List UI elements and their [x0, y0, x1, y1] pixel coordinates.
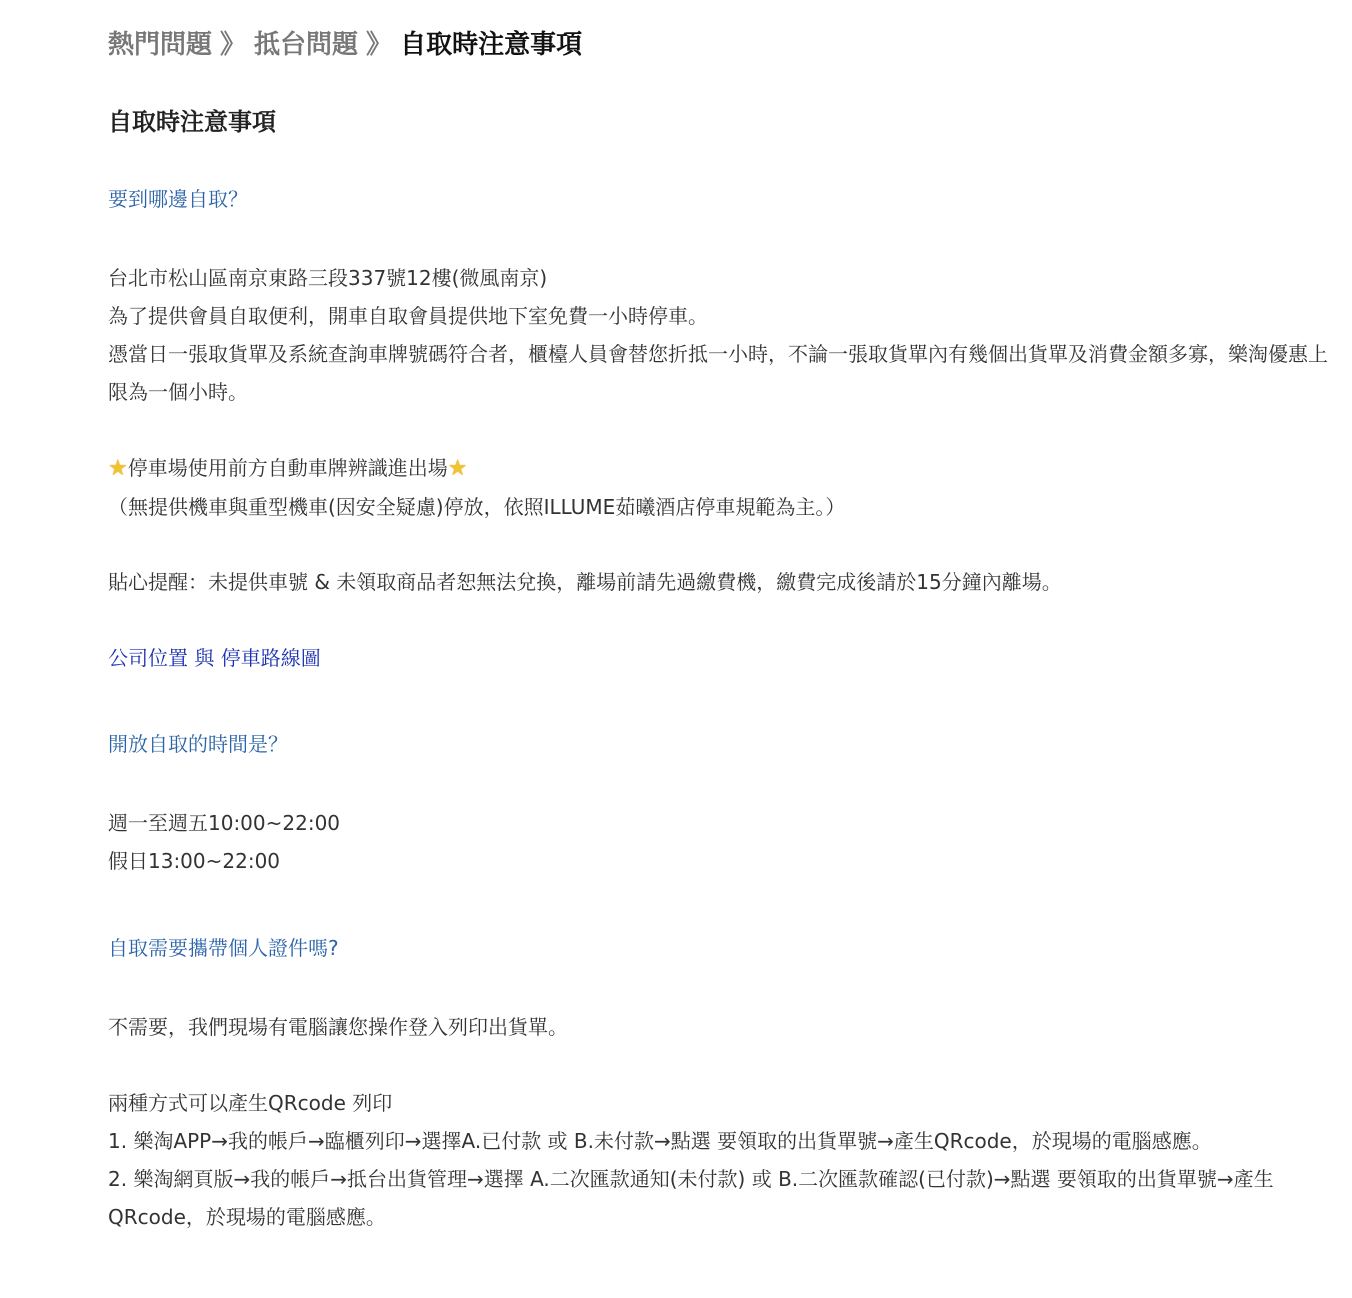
id-answer: 不需要，我們現場有電腦讓您操作登入列印出貨單。: [108, 1015, 568, 1039]
parking-benefit-line: 為了提供會員自取便利，開車自取會員提供地下室免費一小時停車。: [108, 304, 708, 328]
star-icon: ★: [108, 456, 128, 481]
breadcrumb-current: 自取時注意事項: [400, 30, 583, 60]
map-link[interactable]: 公司位置 與 停車路線圖: [108, 646, 321, 670]
star-icon: ★: [447, 456, 468, 481]
hours-block: [108, 804, 1328, 880]
parking-notice-text: 停車場使用前方自動車牌辨識進出場: [127, 456, 448, 480]
breadcrumb: [108, 26, 582, 64]
qr-intro: 兩種方式可以產生QRcode 列印: [108, 1091, 393, 1115]
parking-note: （無提供機車與重型機車(因安全疑慮)停放，依照ILLUME茹曦酒店停車規範為主。）: [108, 495, 846, 519]
qr-block: [108, 1084, 1328, 1236]
parking-rule-line: 憑當日一張取貨單及系統查詢車牌號碼符合者，櫃檯人員會替您折抵一小時，不論一張取貨單內有幾個出貨單及消費金額多寡，樂淘優惠上限為一個小時。: [108, 342, 1328, 404]
question-hours: 開放自取的時間是？: [108, 732, 288, 756]
reminder: 貼心提醒：未提供車號 & 未領取商品者恕無法兌換，離場前請先過繳費機，繳費完成後請於15分鐘內離場。: [108, 570, 1062, 594]
address-block: [108, 259, 1328, 411]
breadcrumb-item-hot-questions[interactable]: 熱門問題: [108, 30, 213, 60]
breadcrumb-item-taiwan-questions[interactable]: 抵台問題: [254, 30, 359, 60]
qr-step-web: 2. 樂淘網頁版→我的帳戶→抵台出貨管理→選擇 A.二次匯款通知(未付款) 或 B.二次匯款確認(已付款)→點選 要領取的出貨單號→產生QRcode，於現場的電腦感應。: [108, 1167, 1274, 1229]
breadcrumb-separator: 》: [220, 30, 247, 60]
parking-notice-block: [108, 449, 1328, 526]
question-where: 要到哪邊自取？: [108, 187, 248, 211]
parking-notice: [108, 449, 1328, 488]
page-title: 自取時注意事項: [108, 108, 276, 136]
weekday-hours: 週一至週五10:00~22:00: [108, 811, 341, 835]
holiday-hours: 假日13:00~22:00: [108, 849, 281, 873]
qr-step-app: 1. 樂淘APP→我的帳戶→臨櫃列印→選擇A.已付款 或 B.未付款→點選 要領取的出貨單號→產生QRcode，於現場的電腦感應。: [108, 1129, 1212, 1153]
question-id: 自取需要攜帶個人證件嗎?: [108, 936, 339, 960]
breadcrumb-separator: 》: [366, 30, 393, 60]
address-line: 台北市松山區南京東路三段337號12樓(微風南京): [108, 266, 548, 290]
